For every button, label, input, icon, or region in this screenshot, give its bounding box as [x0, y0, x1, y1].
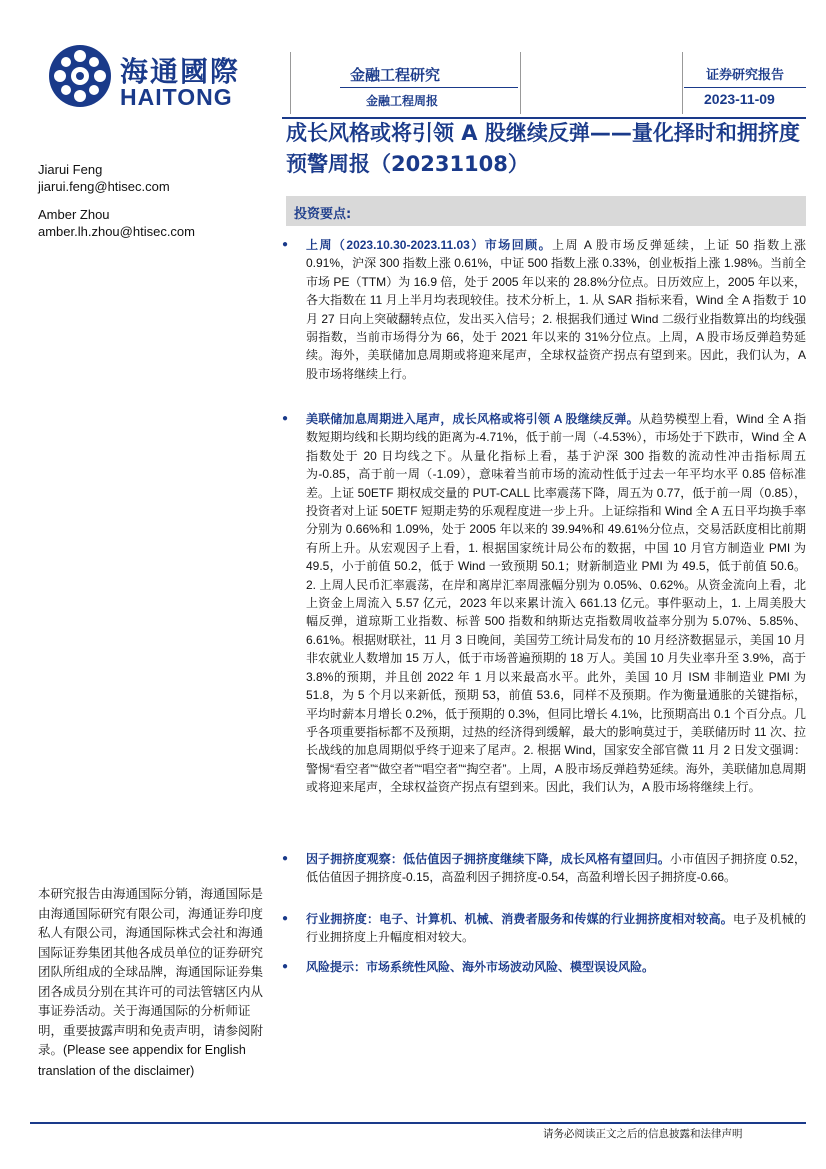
- keypoint-paragraph: [282, 958, 806, 976]
- disclaimer-cn: 本研究报告由海通国际分销，海通国际是由海通国际研究有限公司，海通证券印度私人有限公司，海通国际株式会社和海通国际证券集团其他各成员单位的证券研究团队所组成的全球品牌，海通国际证券集团各成员分别在其许可的司法管辖区内从事证券活动。关于海通国际的分析师证明，重要披露声明和免责声明，请参阅附录。: [38, 886, 264, 1057]
- keypoint-lead: 美联储加息周期进入尾声，成长风格或将引领 A 股继续反弹。: [306, 412, 639, 426]
- keypoint-body: 小市值因子拥挤度 0.52，低估值因子拥挤度-0.15，高盈利因子拥挤度-0.54，高盈利增长因子拥挤度-0.66。: [306, 852, 806, 885]
- author-email[interactable]: amber.lh.zhou@htisec.com: [38, 224, 195, 239]
- keypoint-body: 电子及机械的行业拥挤度上升幅度相对较大。: [306, 912, 806, 945]
- report-type: 证券研究报告: [706, 68, 785, 83]
- report-date: 2023-11-09: [704, 91, 775, 107]
- bullet-icon: ●: [282, 413, 289, 424]
- bullet-icon: ●: [282, 239, 289, 250]
- keypoint-paragraph: [282, 850, 806, 887]
- logo-emblem-icon: [48, 44, 112, 108]
- disclaimer-en: (Please see appendix for English translation of the disclaimer): [38, 1043, 246, 1078]
- keypoint-body: 上周 A 股市场反弹延续，上证 50 指数上涨 0.91%，沪深 300 指数上涨 0.61%，中证 500 指数上涨 0.33%，创业板指上涨 1.98%。当前全市场 PE（TTM）为 16.9 倍，处于 2005 年以来的 28.8%分位点。日历效应上，2005 年以来，各大指数在 11 月上半月均表现较佳。技术分析上，1. 从 SAR 指标来看，Wind 全 A 指数于 10 月 27 日向上突破翻转点位，发出买入信号；2. 根据我们通过 Wind 二级行业指数算出的均线强弱指数，当前市场得分为 66，处于 2021 年以来的 31%分位点。上周，A 股市场反弹趋势延续。海外，美联储加息周期或将迎来尾声，全球权益资产拐点有望到来。因此，我们认为，A 股市场将继续上行。: [306, 238, 807, 381]
- keypoints-label: 投资要点:: [294, 207, 352, 222]
- header-rule: [684, 87, 806, 88]
- keypoint-body: 从趋势模型上看，Wind 全 A 指数短期均线和长期均线的距离为-4.71%，低于前一周（-4.53%），市场处于下跌市，Wind 全 A 指数处于 20 日均线之下。从量化指标上看，基于沪深 300 指数的流动性冲击指标周五为-0.85，高于前一周（-1.09），意味着当前市场的流动性低于过去一年平均水平 0.85 倍标准差。上证 50ETF 期权成交量的 PUT-CALL 比率震荡下降，周五为 0.77，低于前一周（0.85），投资者对上证 50ETF 短期走势的乐观程度进一步上升。上证综指和 Wind 全 A 五日平均换手率分别为 0.66%和 1.09%，处于 2005 年以来的 39.94%和 49.61%分位点，交易活跃度相比前期有所上升。从宏观因子上看，1. 根据国家统计局公布的数据，中国 10 月官方制造业 PMI 为 49.5，小于前值 50.2，低于 Wind 一致预期 50.1；财新制造业 PMI 为 49.5，低于前值 50.6。2. 上周人民币汇率震荡，在岸和离岸汇率周涨幅分别为 0.05%、0.62%。从资金流向上看，北上资金上周流入 5.57 亿元，2023 年以来累计流入 661.13 亿元。事件驱动上，1. 上周美股大幅反弹，道琼斯工业指数、标普 500 指数和纳斯达克指数周收益率分别为 5.07%、5.85%、6.61%。根据财联社，11 月 3 日晚间，美国劳工统计局发布的 10 月经济数据显示，美国 10 月非农就业人数增加 15 万人，低于市场普遍预期的 18 万人。美国 10 月失业率升至 3.9%，高于 3.8%的预期，并且创 2022 年 1 月以来最高水平。此外，美国 10 月 ISM 非制造业 PMI 为 51.8，为 5 个月以来新低，预期 53，前值 53.6，同样不及预期。作为衡量通胀的关键指标，平均时薪本月增长 0.2%，低于预期的 0.3%，但同比增长 4.1%，比预期高出 0.1 个百分点。几乎各项重要指标都不及预期，过热的经济得到缓解，最大的影响莫过于，美联储历时 11 次、拉长战线的加息周期似乎终于迎来了尾声。2. 根据 Wind，国家安全部官微 11 月 2 日发文强调：警惕“看空者”“做空者”“唱空者”“掏空者”。上周，A 股市场反弹趋势延续。海外，美联储加息周期或将迎来尾声，全球权益资产拐点有望到来。因此，我们认为，A 股市场将继续上行。: [306, 412, 806, 795]
- header-divider: [520, 52, 521, 114]
- disclaimer: [38, 884, 266, 1081]
- logo-text-en: HAITONG: [120, 84, 233, 110]
- keypoint-paragraph: [282, 910, 806, 947]
- author-name: Jiarui Feng: [38, 162, 103, 177]
- header-rule: [340, 87, 518, 88]
- footer-note: 请务必阅读正文之后的信息披露和法律声明: [543, 1128, 743, 1140]
- report-subcategory: 金融工程周报: [366, 94, 439, 108]
- keypoint-paragraph: [282, 236, 807, 383]
- bullet-icon: ●: [282, 853, 289, 864]
- keypoint-lead: 行业拥挤度：电子、计算机、机械、消费者服务和传媒的行业拥挤度相对较高。: [306, 912, 733, 926]
- header-divider: [290, 52, 291, 114]
- keypoint-lead: 风险提示：市场系统性风险、海外市场波动风险、模型误设风险。: [306, 960, 655, 974]
- author-email[interactable]: jiarui.feng@htisec.com: [38, 179, 170, 194]
- footer-rule: [30, 1122, 806, 1124]
- keypoint-lead: 上周（2023.10.30-2023.11.03）市场回顾。: [306, 238, 553, 252]
- keypoints-header-bar: [286, 196, 806, 226]
- report-category: 金融工程研究: [350, 66, 441, 84]
- header-divider: [682, 52, 683, 114]
- logo-text-cn: 海通國際: [120, 55, 241, 88]
- author-name: Amber Zhou: [38, 207, 110, 222]
- keypoint-paragraph: [282, 410, 806, 797]
- bullet-icon: ●: [282, 961, 289, 972]
- report-title: 成长风格或将引领 A 股继续反弹——量化择时和拥挤度预警周报（20231108）: [286, 121, 800, 176]
- keypoint-lead: 因子拥挤度观察：低估值因子拥挤度继续下降，成长风格有望回归。: [306, 852, 670, 866]
- bullet-icon: ●: [282, 913, 289, 924]
